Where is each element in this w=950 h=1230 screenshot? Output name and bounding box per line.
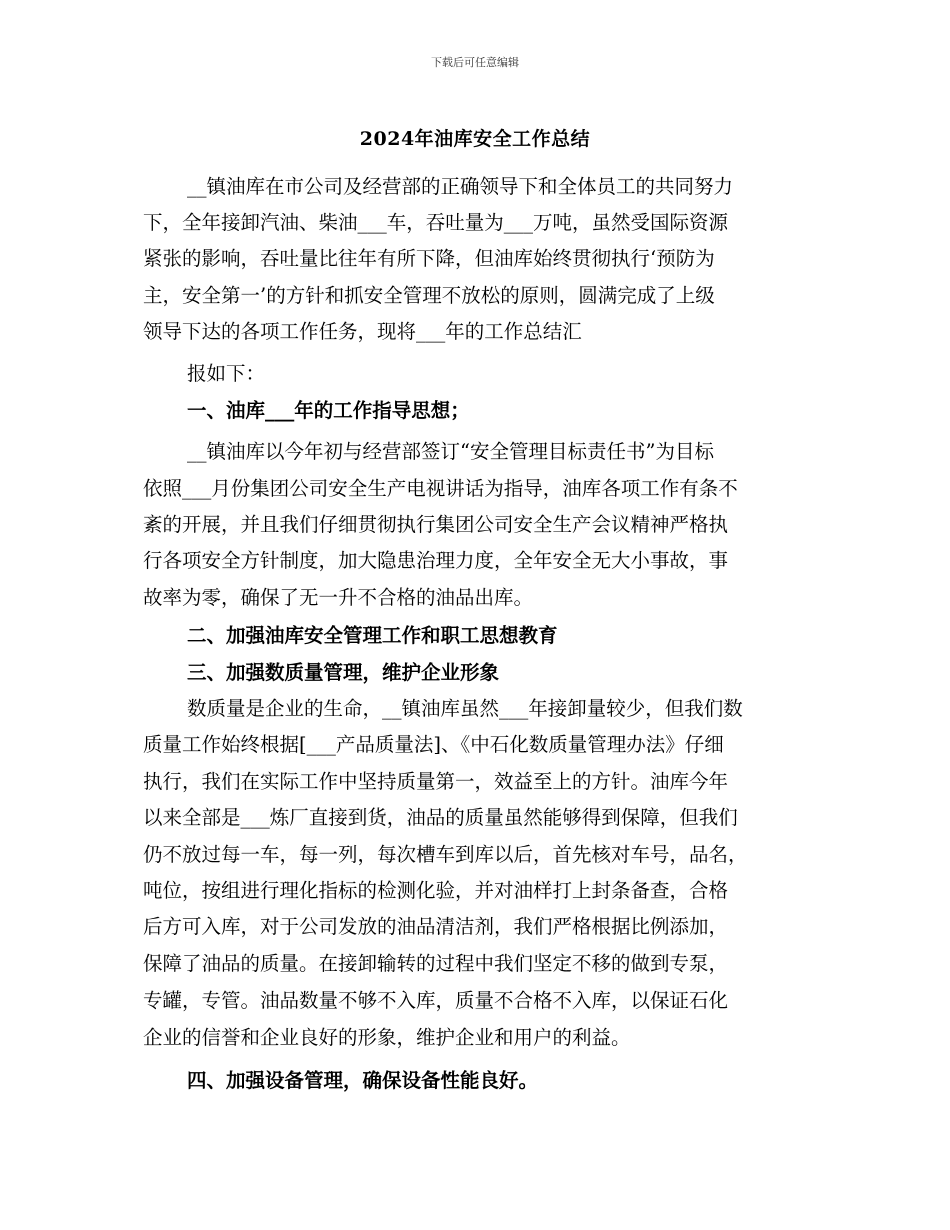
line-text: 专罐，专管。油品数量不够不入库，质量不合格不入库，以保证石化 xyxy=(143,989,729,1012)
body-line xyxy=(0,361,950,387)
body-line xyxy=(0,319,950,345)
body-line xyxy=(0,914,950,940)
line-text: 企业的信誉和企业良好的形象，维护企业和用户的利益。 xyxy=(143,1026,631,1049)
body-line xyxy=(0,951,950,977)
body-line xyxy=(0,548,950,574)
body-line xyxy=(0,585,950,611)
page-header-note: 下载后可任意编辑 xyxy=(431,56,519,69)
body-line xyxy=(0,842,950,868)
line-text: 后方可入库，对于公司发放的油品清洁剂，我们严格根据比例添加， xyxy=(143,915,729,938)
line-text: 二、加强油库安全管理工作和职工思想教育 xyxy=(187,624,558,647)
body-line xyxy=(0,805,950,831)
line-text: 主，安全第一’的方针和抓安全管理不放松的原则，圆满完成了上级 xyxy=(143,284,715,307)
body-line xyxy=(0,512,950,538)
line-text: 四、加强设备管理，确保设备性能良好。 xyxy=(187,1069,539,1092)
line-text: 紊的开展，并且我们仔细贯彻执行集团公司安全生产会议精神严格执 xyxy=(143,513,729,536)
line-text: 吨位，按组进行理化指标的检测化验，并对油样打上封条备查，合格 xyxy=(143,879,729,902)
line-text: 故率为零，确保了无一升不合格的油品出库。 xyxy=(143,586,534,609)
body-line xyxy=(0,988,950,1014)
body-line xyxy=(0,732,950,758)
section-heading xyxy=(0,660,950,686)
line-text: 下，全年接卸汽油、柴油___车，吞吐量为___万吨，虽然受国际资源 xyxy=(143,211,729,234)
body-line xyxy=(0,174,950,200)
line-text: 紧张的影响，吞吐量比往年有所下降，但油库始终贯彻执行‘预防为 xyxy=(143,247,715,270)
section-heading xyxy=(0,623,950,649)
line-text: 三、加强数质量管理，维护企业形象 xyxy=(187,661,500,684)
line-text: 以来全部是___炼厂直接到货，油品的质量虽然能够得到保障，但我们 xyxy=(143,806,738,829)
body-line xyxy=(0,878,950,904)
line-text: 领导下达的各项工作任务，现将___年的工作总结汇 xyxy=(143,320,582,343)
line-text: 仍不放过每一车，每一列，每次槽车到库以后，首先核对车号，品名， xyxy=(143,843,748,866)
body-line xyxy=(0,476,950,502)
line-text: 质量工作始终根据[___产品质量法]、《中石化数质量管理办法》仔细 xyxy=(143,733,724,756)
line-text: 数质量是企业的生命，__镇油库虽然___年接卸量较少，但我们数 xyxy=(187,697,743,720)
section-heading xyxy=(0,398,950,424)
body-line xyxy=(0,1025,950,1051)
body-line xyxy=(0,696,950,722)
body-line xyxy=(0,210,950,236)
line-text: 执行，我们在实际工作中坚持质量第一，效益至上的方针。油库今年 xyxy=(143,770,729,793)
body-line xyxy=(0,439,950,465)
line-text: __镇油库在市公司及经营部的正确领导下和全体员工的共同努力 xyxy=(187,175,734,198)
line-text: 报如下： xyxy=(187,362,266,385)
line-text: 依照___月份集团公司安全生产电视讲话为指导，油库各项工作有条不 xyxy=(143,477,738,500)
body-line xyxy=(0,283,950,309)
section-heading xyxy=(0,1068,950,1094)
body-line xyxy=(0,769,950,795)
line-text: 行各项安全方针制度，加大隐患治理力度，全年安全无大小事故，事 xyxy=(143,549,729,572)
document-title: 2024年油库安全工作总结 xyxy=(359,128,591,150)
line-text: __镇油库以今年初与经营部签订“安全管理目标责任书”为目标 xyxy=(187,440,714,463)
body-line xyxy=(0,246,950,272)
line-text: 一、油库___年的工作指导思想； xyxy=(187,399,470,422)
line-text: 保障了油品的质量。在接卸输转的过程中我们坚定不移的做到专泵， xyxy=(143,952,729,975)
